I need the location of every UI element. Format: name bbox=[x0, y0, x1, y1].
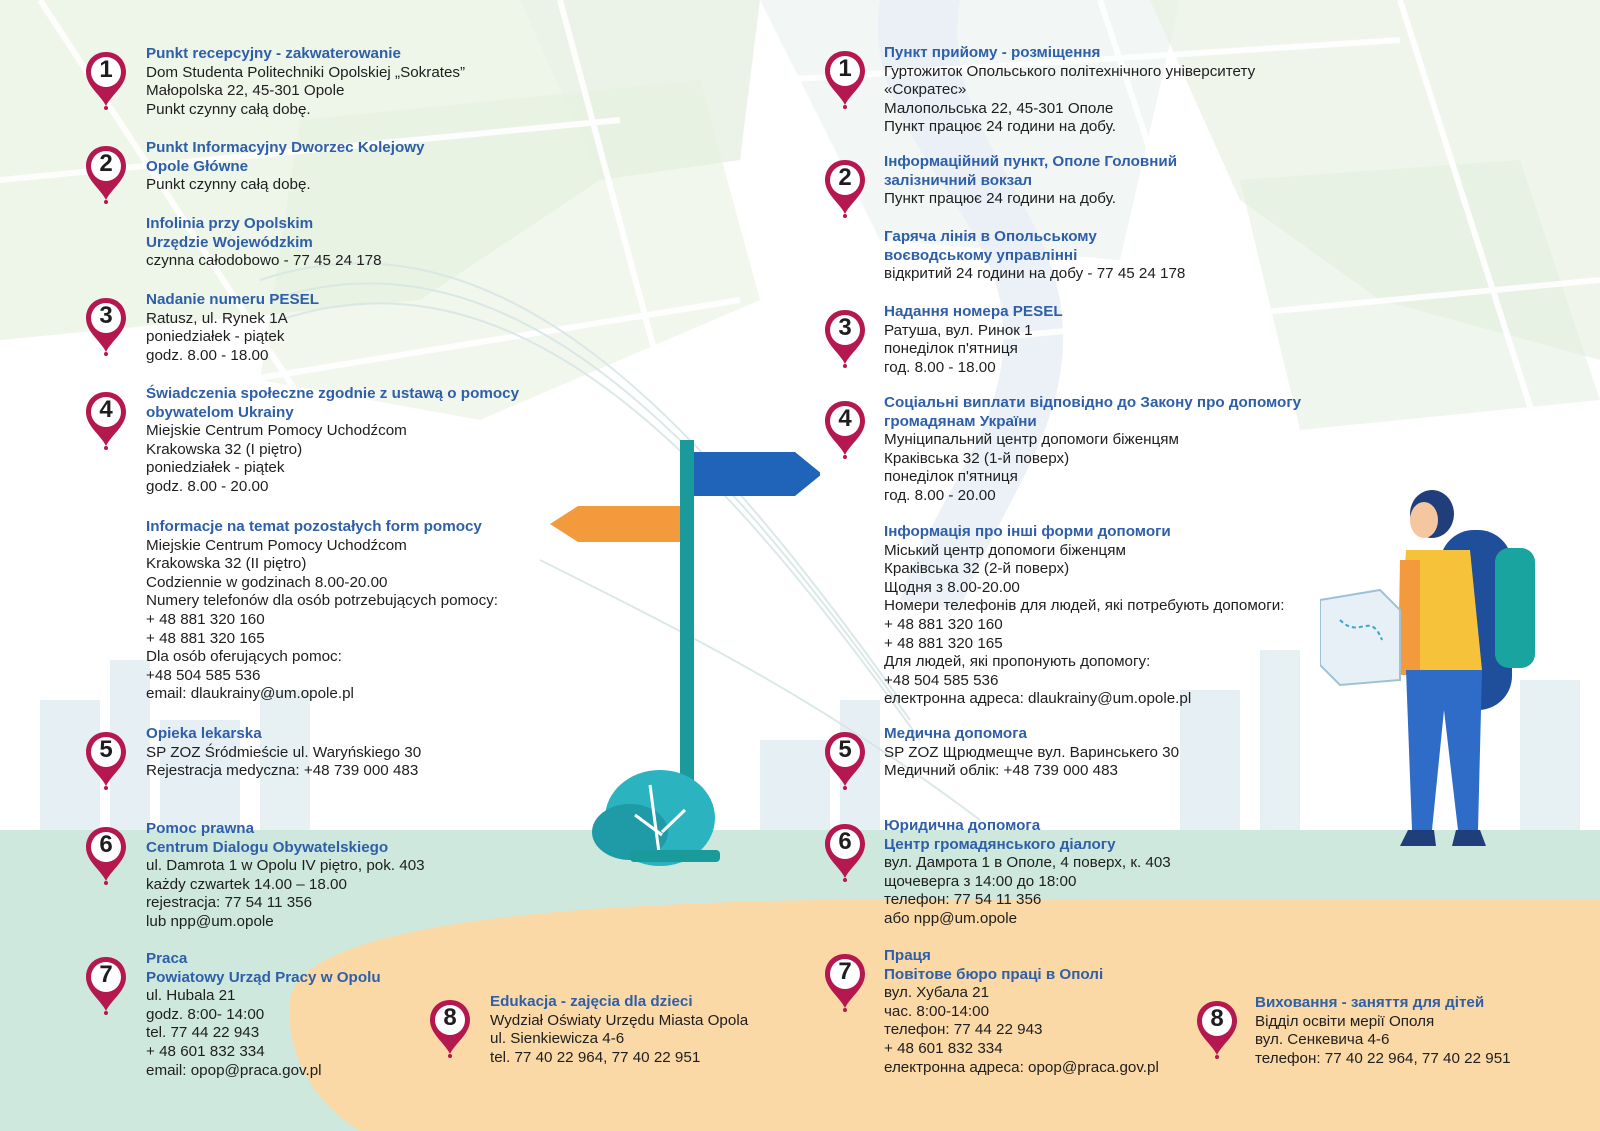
section-title: obywatelom Ukrainy bbox=[146, 403, 294, 421]
section-line: Для людей, які пропонують допомогу: bbox=[884, 653, 1151, 671]
pin-number: 7 bbox=[838, 958, 852, 985]
section-line: Ratusz, ul. Rynek 1A bbox=[146, 309, 288, 327]
section-line: Miejskie Centrum Pomocy Uchodźcom bbox=[146, 536, 407, 554]
section-line: + 48 881 320 160 bbox=[884, 615, 1003, 633]
section-line: Punkt czynny całą dobę. bbox=[146, 100, 311, 118]
section-line: Miejskie Centrum Pomocy Uchodźcom bbox=[146, 422, 407, 440]
section-title: Гаряча лінія в Опольському bbox=[884, 228, 1097, 245]
info-section bbox=[884, 153, 1177, 209]
section-line: Міський центр допомоги біженцям bbox=[884, 541, 1126, 559]
section-line: +48 504 585 536 bbox=[884, 671, 999, 689]
traveler-illustration bbox=[1320, 490, 1560, 910]
info-section bbox=[146, 45, 465, 119]
section-line: Відділ освіти мерії Ополя bbox=[1255, 1012, 1435, 1030]
info-section bbox=[146, 725, 421, 781]
map-pin-icon bbox=[84, 144, 128, 204]
map-pin-icon bbox=[823, 822, 867, 882]
section-line: Щодня з 8.00-20.00 bbox=[884, 578, 1020, 596]
section-line: телефон: 77 40 22 964, 77 40 22 951 bbox=[1255, 1049, 1511, 1067]
section-title: Праця bbox=[884, 947, 931, 964]
map-pin-icon bbox=[823, 952, 867, 1012]
pin-number: 2 bbox=[99, 150, 113, 177]
section-line: poniedziałek - piątek bbox=[146, 328, 285, 346]
pin-number: 3 bbox=[838, 314, 852, 341]
section-line: Краківська 32 (2-й поверх) bbox=[884, 560, 1070, 578]
section-title: Opieka lekarska bbox=[146, 725, 262, 742]
section-title: Świadczenia społeczne zgodnie z ustawą o pomocy bbox=[146, 385, 520, 402]
section-line: год. 8.00 - 18.00 bbox=[884, 358, 996, 376]
info-section bbox=[146, 518, 498, 704]
section-title: Надання номера PESEL bbox=[884, 303, 1063, 320]
section-line: понеділок п'ятниця bbox=[884, 340, 1018, 358]
section-title: Юридична допомога bbox=[884, 817, 1041, 834]
info-section bbox=[146, 950, 381, 1080]
section-title: Opole Główne bbox=[146, 157, 249, 175]
pin-number: 5 bbox=[99, 736, 113, 763]
section-line: Krakowska 32 (I piętro) bbox=[146, 440, 303, 458]
section-title: Infolinia przy Opolskim bbox=[146, 215, 314, 232]
section-line: вул. Сенкевича 4-6 bbox=[1255, 1031, 1390, 1049]
section-line: poniedziałek - piątek bbox=[146, 459, 285, 477]
info-section bbox=[884, 394, 1301, 506]
section-line: Гуртожиток Опольського політехнічного університету bbox=[884, 62, 1256, 80]
section-line: email: opop@praca.gov.pl bbox=[146, 1061, 322, 1079]
section-line: ul. Hubala 21 bbox=[146, 987, 236, 1005]
pin-number: 1 bbox=[838, 55, 852, 82]
info-section bbox=[884, 228, 1185, 284]
section-title: Повітове бюро праці в Ополі bbox=[884, 965, 1104, 983]
section-line: + 48 601 832 334 bbox=[146, 1042, 265, 1060]
info-section bbox=[146, 385, 519, 497]
section-line: год. 8.00 - 20.00 bbox=[884, 486, 996, 504]
section-line: lub npp@um.opole bbox=[146, 912, 274, 930]
section-line: електронна адреса: opop@praca.gov.pl bbox=[884, 1058, 1159, 1076]
map-pin-icon bbox=[84, 955, 128, 1015]
section-title: Punkt recepcyjny - zakwaterowanie bbox=[146, 45, 401, 62]
section-line: godz. 8.00 - 18.00 bbox=[146, 346, 269, 364]
section-title: Informacje na temat pozostałych form pomocy bbox=[146, 518, 482, 535]
section-line: + 48 601 832 334 bbox=[884, 1039, 1003, 1057]
section-line: tel. 77 40 22 964, 77 40 22 951 bbox=[490, 1048, 701, 1066]
section-line: ul. Sienkiewicza 4-6 bbox=[490, 1030, 625, 1048]
section-title: Edukacja - zajęcia dla dzieci bbox=[490, 993, 693, 1010]
map-pin-icon bbox=[823, 158, 867, 218]
section-line: godz. 8.00 - 20.00 bbox=[146, 477, 269, 495]
section-line: Numery telefonów dla osób potrzebujących pomocy: bbox=[146, 592, 499, 610]
section-line: Punkt czynny całą dobę. bbox=[146, 176, 311, 194]
section-line: + 48 881 320 160 bbox=[146, 610, 265, 628]
section-line: понеділок п'ятниця bbox=[884, 468, 1018, 486]
section-line: email: dlaukrainy@um.opole.pl bbox=[146, 685, 354, 703]
section-title: Nadanie numeru PESEL bbox=[146, 291, 320, 308]
info-section bbox=[146, 215, 382, 271]
pin-number: 6 bbox=[99, 831, 113, 858]
section-line: вул. Дамрота 1 в Ополе, 4 поверх, к. 403 bbox=[884, 854, 1171, 872]
map-pin-icon bbox=[823, 730, 867, 790]
info-section bbox=[884, 303, 1063, 377]
section-line: Муніципальний центр допомоги біженцям bbox=[884, 431, 1179, 449]
section-line: + 48 881 320 165 bbox=[146, 629, 265, 647]
section-title: Centrum Dialogu Obywatelskiego bbox=[146, 838, 389, 856]
info-section bbox=[884, 817, 1171, 929]
map-pin-icon bbox=[84, 825, 128, 885]
info-section bbox=[884, 523, 1285, 709]
section-title: громадянам України bbox=[884, 412, 1037, 430]
section-line: SP ZOZ Śródmieście ul. Waryńskiego 30 bbox=[146, 743, 422, 761]
section-title: залізничний вокзал bbox=[884, 171, 1033, 189]
info-section bbox=[146, 291, 319, 365]
info-section bbox=[884, 44, 1255, 137]
pin-number: 1 bbox=[99, 56, 113, 83]
pin-number: 8 bbox=[443, 1004, 457, 1031]
section-line: rejestracja: 77 54 11 356 bbox=[146, 894, 313, 912]
section-title: Powiatowy Urząd Pracy w Opolu bbox=[146, 968, 381, 986]
section-line: każdy czwartek 14.00 – 18.00 bbox=[146, 875, 347, 893]
section-line: Dla osób oferujących pomoc: bbox=[146, 648, 342, 666]
pin-number: 2 bbox=[838, 164, 852, 191]
section-line: час. 8:00-14:00 bbox=[884, 1002, 990, 1020]
section-line: або npp@um.opole bbox=[884, 909, 1018, 927]
info-section bbox=[146, 139, 425, 195]
section-title: Медична допомога bbox=[884, 725, 1027, 742]
map-pin-icon bbox=[428, 998, 472, 1058]
section-line: +48 504 585 536 bbox=[146, 666, 261, 684]
section-title: Пункт прийому - розміщення bbox=[884, 44, 1101, 61]
section-line: Dom Studenta Politechniki Opolskiej „Sokrates” bbox=[146, 63, 466, 81]
section-title: Punkt Informacyjny Dworzec Kolejowy bbox=[146, 139, 425, 156]
info-section bbox=[146, 820, 425, 932]
map-pin-icon bbox=[84, 390, 128, 450]
section-title: Соціальні виплати відповідно до Закону про допомогу bbox=[884, 394, 1302, 411]
section-title: воєводському управлінні bbox=[884, 246, 1078, 264]
map-pin-icon bbox=[823, 49, 867, 109]
section-line: Rejestracja medyczna: +48 739 000 483 bbox=[146, 762, 419, 780]
section-line: ul. Damrota 1 w Opolu IV piętro, pok. 403 bbox=[146, 857, 425, 875]
section-line: czynna całodobowo - 77 45 24 178 bbox=[146, 252, 382, 270]
section-line: Краківська 32 (1-й поверх) bbox=[884, 449, 1070, 467]
map-pin-icon bbox=[823, 399, 867, 459]
info-section bbox=[884, 725, 1179, 781]
section-line: + 48 881 320 165 bbox=[884, 634, 1003, 652]
section-line: Пункт працює 24 години на добу. bbox=[884, 118, 1116, 136]
section-line: godz. 8:00- 14:00 bbox=[146, 1005, 265, 1023]
map-pin-icon bbox=[823, 308, 867, 368]
pin-number: 5 bbox=[838, 736, 852, 763]
pin-number: 7 bbox=[99, 961, 113, 988]
section-title: Центр громадянського діалогу bbox=[884, 835, 1116, 853]
pin-number: 3 bbox=[99, 302, 113, 329]
section-title: Виховання - заняття для дітей bbox=[1255, 994, 1485, 1011]
section-line: Малопольська 22, 45-301 Ополе bbox=[884, 99, 1114, 117]
section-line: Małopolska 22, 45-301 Opole bbox=[146, 82, 345, 100]
section-line: Codziennie w godzinach 8.00-20.00 bbox=[146, 573, 388, 591]
section-line: Wydział Oświaty Urzędu Miasta Opola bbox=[490, 1011, 749, 1029]
section-line: Krakowska 32 (II piętro) bbox=[146, 555, 307, 573]
section-title: Urzędzie Wojewódzkim bbox=[146, 233, 313, 251]
section-line: Ратуша, вул. Ринок 1 bbox=[884, 321, 1033, 339]
section-title: Інформація про інші форми допомоги bbox=[884, 523, 1171, 540]
map-pin-icon bbox=[1195, 999, 1239, 1059]
section-title: Pomoc prawna bbox=[146, 820, 255, 837]
pin-number: 4 bbox=[838, 405, 852, 432]
section-line: «Сократес» bbox=[884, 81, 967, 99]
section-line: SP ZOZ Щрюдмещче вул. Варинськего 30 bbox=[884, 743, 1180, 761]
section-line: відкритий 24 години на добу - 77 45 24 178 bbox=[884, 265, 1186, 283]
section-line: телефон: 77 54 11 356 bbox=[884, 891, 1042, 909]
signpost-icon bbox=[550, 440, 820, 880]
section-line: Номери телефонів для людей, які потребують допомоги: bbox=[884, 597, 1285, 615]
section-title: Praca bbox=[146, 950, 188, 967]
info-section bbox=[884, 947, 1159, 1077]
section-line: Медичний облік: +48 739 000 483 bbox=[884, 762, 1118, 780]
info-section bbox=[490, 993, 748, 1067]
section-line: щочеверга з 14:00 до 18:00 bbox=[884, 872, 1077, 890]
pin-number: 4 bbox=[99, 396, 113, 423]
section-line: телефон: 77 44 22 943 bbox=[884, 1021, 1043, 1039]
section-line: Пункт працює 24 години на добу. bbox=[884, 190, 1116, 208]
section-line: вул. Хубала 21 bbox=[884, 984, 990, 1002]
section-line: tel. 77 44 22 943 bbox=[146, 1024, 260, 1042]
section-line: електронна адреса: dlaukrainy@um.opole.pl bbox=[884, 690, 1192, 708]
section-title: Інформаційний пункт, Ополе Головний bbox=[884, 153, 1178, 170]
pin-number: 8 bbox=[1210, 1005, 1224, 1032]
map-pin-icon bbox=[84, 730, 128, 790]
info-section bbox=[1255, 994, 1511, 1068]
map-pin-icon bbox=[84, 296, 128, 356]
pin-number: 6 bbox=[838, 828, 852, 855]
map-pin-icon bbox=[84, 50, 128, 110]
